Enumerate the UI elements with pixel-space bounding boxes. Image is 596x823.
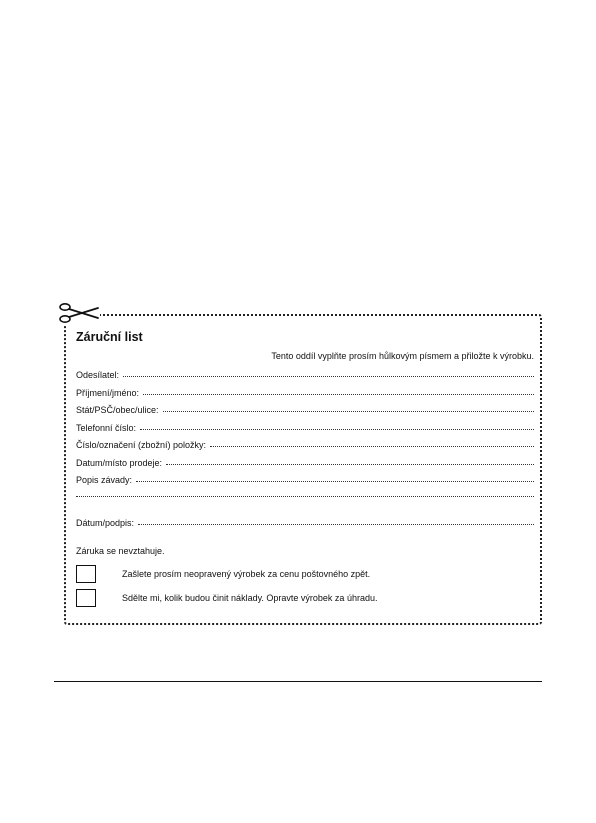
field-phone[interactable] bbox=[76, 421, 534, 433]
form-instruction: Tento oddíl vyplňte prosím hůlkovým písmem a přiložte k výrobku. bbox=[271, 351, 534, 361]
field-label: Číslo/označení (zbožní) položky: bbox=[76, 440, 207, 450]
field-defect-description[interactable] bbox=[76, 473, 534, 485]
field-label: Telefonní číslo: bbox=[76, 423, 137, 433]
field-label: Popis závady: bbox=[76, 475, 133, 485]
option-label: Zašlete prosím neopravený výrobek za cenu poštovného zpět. bbox=[122, 569, 371, 579]
field-item-number[interactable] bbox=[76, 438, 534, 450]
dotted-line bbox=[163, 411, 534, 412]
field-label: Dátum/podpis: bbox=[76, 518, 135, 528]
dotted-line bbox=[143, 394, 534, 395]
field-address[interactable] bbox=[76, 403, 534, 415]
field-label: Příjmení/jméno: bbox=[76, 388, 140, 398]
dotted-line bbox=[140, 429, 534, 430]
dotted-line bbox=[138, 524, 534, 525]
field-sender[interactable] bbox=[76, 368, 534, 380]
field-name[interactable] bbox=[76, 386, 534, 398]
checkbox[interactable] bbox=[76, 565, 96, 583]
warranty-card bbox=[64, 314, 542, 625]
option-return-unrepaired[interactable] bbox=[76, 564, 534, 584]
option-repair-paid[interactable] bbox=[76, 588, 534, 608]
warranty-note: Záruka se nevztahuje. bbox=[76, 546, 165, 556]
field-label: Datum/místo prodeje: bbox=[76, 458, 163, 468]
field-label: Odesílatel: bbox=[76, 370, 120, 380]
checkbox[interactable] bbox=[76, 589, 96, 607]
field-date-signature[interactable] bbox=[76, 516, 534, 528]
scissors-icon bbox=[58, 301, 100, 325]
option-label: Sdělte mi, kolik budou činit náklady. Opravte výrobek za úhradu. bbox=[122, 593, 378, 603]
bottom-rule bbox=[54, 681, 542, 682]
field-label: Stát/PSČ/obec/ulice: bbox=[76, 405, 159, 415]
defect-description-extra-line[interactable] bbox=[76, 496, 534, 497]
dotted-line bbox=[136, 481, 534, 482]
dotted-line bbox=[210, 446, 534, 447]
dotted-line bbox=[123, 376, 534, 377]
form-title: Záruční list bbox=[76, 330, 143, 344]
dotted-line bbox=[166, 464, 534, 465]
field-purchase-date-place[interactable] bbox=[76, 456, 534, 468]
